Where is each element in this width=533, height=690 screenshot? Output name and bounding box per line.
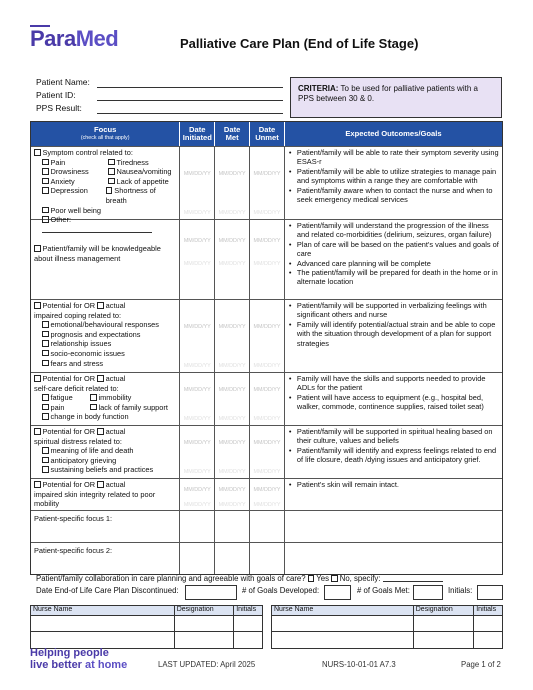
date-initiated-cell[interactable] [180, 511, 215, 542]
checkbox[interactable] [42, 457, 49, 464]
outcomes-header: Expected Outcomes/Goals [345, 129, 442, 138]
nurse-name-field[interactable] [272, 632, 414, 648]
outcomes-cell [285, 220, 502, 299]
checkbox[interactable] [108, 178, 115, 185]
date-met-cell[interactable] [215, 511, 250, 542]
checkbox[interactable] [97, 375, 104, 382]
outcomes-cell [285, 373, 502, 425]
patient-specific-focus-2[interactable]: Patient-specific focus 2: [34, 546, 113, 555]
outcome-item: • Patient/family will be supported in spiritual healing based on their culture, values and beliefs [288, 427, 499, 446]
date-met-cell[interactable] [215, 543, 250, 574]
outcomes-cell[interactable] [285, 511, 502, 542]
table-row [31, 219, 502, 299]
table-row [31, 425, 502, 478]
focus-cell: Potential for OR actual impaired coping related to: emotional/behavioural responses prognosis and expectations relationship issues socio-economic issues fears and stress [31, 300, 180, 372]
outcomes-cell [285, 300, 502, 372]
outcome-item: • Family will have the skills and supports needed to provide ADLs for the patient [288, 374, 499, 393]
date-met-cell[interactable]: MM/DD/YY MM/DD/YY [215, 479, 250, 510]
date-met-header: Date Met [215, 122, 250, 146]
page-number: Page 1 of 2 [461, 660, 501, 669]
outcome-item: • Patient's skin will remain intact. [288, 480, 499, 489]
checkbox[interactable] [42, 178, 49, 185]
checkbox[interactable] [42, 321, 49, 328]
table-row [31, 478, 502, 510]
focus-cell: Patient/family will be knowledgeable about illness management [31, 220, 180, 299]
checkbox[interactable] [42, 404, 49, 411]
nurse-name-field[interactable] [31, 616, 175, 631]
document-code: NURS-10-01-01 A7.3 [322, 660, 396, 669]
date-met-cell[interactable]: MM/DD/YY MM/DD/YY [215, 220, 250, 299]
date-initiated-cell[interactable]: MM/DD/YY MM/DD/YY [180, 373, 215, 425]
outcomes-cell[interactable] [285, 543, 502, 574]
goals-met-field[interactable] [413, 585, 443, 600]
date-unmet-cell[interactable]: MM/DD/YY MM/DD/YY [250, 479, 285, 510]
checkbox[interactable] [42, 394, 49, 401]
designation-field[interactable] [414, 616, 474, 631]
checkbox[interactable] [97, 302, 104, 309]
last-updated: LAST UPDATED: April 2025 [158, 660, 256, 669]
patient-specific-focus-1[interactable]: Patient-specific focus 1: [34, 514, 113, 523]
discontinued-label: Date End-of Life Care Plan Discontinued: [36, 586, 179, 595]
checkbox[interactable] [108, 168, 115, 175]
checkbox[interactable] [42, 413, 49, 420]
outcomes-cell [285, 426, 502, 478]
checkbox[interactable] [42, 207, 49, 214]
date-initiated-cell[interactable]: MM/DD/YY MM/DD/YY [180, 300, 215, 372]
date-initiated-header: Date Initiated [180, 122, 215, 146]
no-checkbox[interactable] [331, 575, 338, 582]
signature-header: Nurse Name Designation Initials [272, 606, 502, 616]
designation-field[interactable] [414, 632, 474, 648]
initials-field[interactable] [234, 616, 262, 631]
designation-field[interactable] [175, 616, 235, 631]
outcome-item: • Family will identify potential/actual strain and be able to cope with the situation through development of a plan for support strategies [288, 320, 499, 348]
outcome-item: • Patient will have access to equipment (e.g., hospital bed, walker, commode, continence supplies, raised toilet seat) [288, 393, 499, 412]
focus-cell: Potential for OR actual self-care deficit related to: fatigue immobility pain lack of family support change in body function [31, 373, 180, 425]
checkbox[interactable] [97, 428, 104, 435]
patient-name-label: Patient Name: [36, 77, 90, 87]
checkbox[interactable] [34, 428, 41, 435]
focus-cell: Symptom control related to: Pain Tiredness Drowsiness Nausea/vomiting Anxiety Lack of appetite Depression Shortness of breath Poor well being Other: [31, 147, 180, 219]
date-initiated-cell[interactable]: MM/DD/YY MM/DD/YY [180, 147, 215, 219]
yes-checkbox[interactable] [308, 575, 315, 582]
date-met-cell[interactable]: MM/DD/YY MM/DD/YY [215, 147, 250, 219]
patient-id-field[interactable] [97, 100, 283, 101]
outcome-item: • Patient/family will be supported in verbalizing feelings with significant others and nurse [288, 301, 499, 320]
initials-field[interactable] [477, 585, 503, 600]
date-unmet-cell[interactable]: MM/DD/YY MM/DD/YY [250, 147, 285, 219]
pps-result-field[interactable] [97, 113, 283, 114]
signature-row [31, 616, 262, 632]
outcome-item: • The patient/family will be prepared for death in the home or in alternate location [288, 268, 499, 287]
checkbox[interactable] [42, 350, 49, 357]
date-met-cell[interactable]: MM/DD/YY MM/DD/YY [215, 300, 250, 372]
checkbox[interactable] [90, 404, 97, 411]
date-initiated-cell[interactable] [180, 543, 215, 574]
checkbox[interactable] [90, 394, 97, 401]
goals-developed-label: # of Goals Developed: [242, 586, 320, 595]
page-title: Palliative Care Plan (End of Life Stage) [180, 36, 419, 51]
checkbox[interactable] [42, 187, 49, 194]
date-unmet-cell[interactable]: MM/DD/YY MM/DD/YY [250, 300, 285, 372]
outcome-item: • Advanced care planning will be complete [288, 259, 499, 268]
goals-developed-field[interactable] [324, 585, 351, 600]
criteria-box [290, 77, 502, 118]
signature-row [272, 632, 502, 648]
table-row [31, 510, 502, 542]
nurse-name-field[interactable] [272, 616, 414, 631]
outcomes-cell [285, 479, 502, 510]
checkbox[interactable] [34, 302, 41, 309]
signature-row [272, 616, 502, 632]
checkbox[interactable] [42, 447, 49, 454]
patient-name-field[interactable] [97, 87, 283, 88]
goals-met-label: # of Goals Met: [357, 586, 410, 595]
checkbox[interactable] [34, 375, 41, 382]
signature-header: Nurse Name Designation Initials [31, 606, 262, 616]
date-unmet-header: Date Unmet [250, 122, 285, 146]
date-unmet-cell[interactable]: MM/DD/YY MM/DD/YY [250, 373, 285, 425]
outcome-item: • Patient/family aware when to contact the nurse and when to seek emergency medical services [288, 186, 499, 205]
designation-field[interactable] [175, 632, 235, 648]
outcome-item: • Plan of care will be based on the patient's values and goals of care [288, 240, 499, 259]
checkbox[interactable] [108, 159, 115, 166]
checkbox[interactable] [42, 159, 49, 166]
paramed-logo: ParaMed [30, 26, 119, 51]
checkbox[interactable] [34, 149, 41, 156]
checkbox[interactable] [34, 481, 41, 488]
checkbox[interactable] [97, 481, 104, 488]
initials-field[interactable] [474, 632, 502, 648]
signature-table-left [30, 605, 263, 649]
date-initiated-cell[interactable]: MM/DD/YY MM/DD/YY [180, 426, 215, 478]
table-row [31, 299, 502, 372]
date-initiated-cell[interactable]: MM/DD/YY MM/DD/YY [180, 220, 215, 299]
focus-cell [31, 511, 180, 542]
outcome-item: • Patient/family will be able to utilize strategies to manage pain and symptoms within a range they are comfortable with [288, 167, 499, 186]
initials-field[interactable] [474, 616, 502, 631]
signature-row [31, 632, 262, 648]
outcome-item: • Patient/family will be able to rate their symptom severity using ESAS-r [288, 148, 499, 167]
checkbox[interactable] [42, 360, 49, 367]
outcome-item: • Patient/family will understand the progression of the illness and related co-morbidities (delirium, seizures, organ failure) [288, 221, 499, 240]
date-unmet-cell[interactable]: MM/DD/YY MM/DD/YY [250, 426, 285, 478]
care-plan-table [30, 121, 503, 575]
checkbox[interactable] [42, 340, 49, 347]
focus-cell: Potential for OR actual impaired skin integrity related to poor mobility [31, 479, 180, 510]
criteria-label: CRITERIA: [298, 84, 339, 93]
specify-field[interactable] [383, 581, 443, 582]
outcome-item: • Patient/family will identify and express feelings related to end of life closure, death /dying issues and anticipatory grief. [288, 446, 499, 465]
date-unmet-cell[interactable]: MM/DD/YY MM/DD/YY [250, 220, 285, 299]
table-row [31, 372, 502, 425]
checkbox[interactable] [42, 331, 49, 338]
criteria-text: To be used for palliative patients with a PPS between 30 & 0. [298, 84, 478, 103]
focus-cell [31, 543, 180, 574]
outcomes-cell [285, 147, 502, 219]
table-row [31, 146, 502, 225]
pps-result-label: PPS Result: [36, 103, 82, 113]
table-row [31, 542, 502, 574]
patient-id-label: Patient ID: [36, 90, 76, 100]
nurse-name-field[interactable] [31, 632, 175, 648]
checkbox[interactable] [42, 168, 49, 175]
focus-cell: Potential for OR actual spiritual distress related to: meaning of life and death anticipatory grieving sustaining beliefs and practices [31, 426, 180, 478]
focus-header: Focus (check all that apply) [31, 122, 180, 146]
checkbox[interactable] [42, 466, 49, 473]
discontinued-date-field[interactable] [185, 585, 237, 600]
date-met-cell[interactable]: MM/DD/YY MM/DD/YY [215, 373, 250, 425]
date-met-cell[interactable]: MM/DD/YY MM/DD/YY [215, 426, 250, 478]
initials-label: Initials: [448, 586, 473, 595]
date-unmet-cell[interactable] [250, 511, 285, 542]
signature-table-right [271, 605, 503, 649]
footer-tagline: Helping people live better at home [30, 647, 128, 671]
initials-field[interactable] [234, 632, 262, 648]
date-unmet-cell[interactable] [250, 543, 285, 574]
date-initiated-cell[interactable]: MM/DD/YY MM/DD/YY [180, 479, 215, 510]
checkbox[interactable] [34, 245, 41, 252]
collaboration-question: Patient/family collaboration in care planning and agreeable with goals of care? Yes No, specify: [36, 574, 443, 583]
checkbox[interactable] [106, 187, 113, 194]
table-header [31, 122, 502, 146]
